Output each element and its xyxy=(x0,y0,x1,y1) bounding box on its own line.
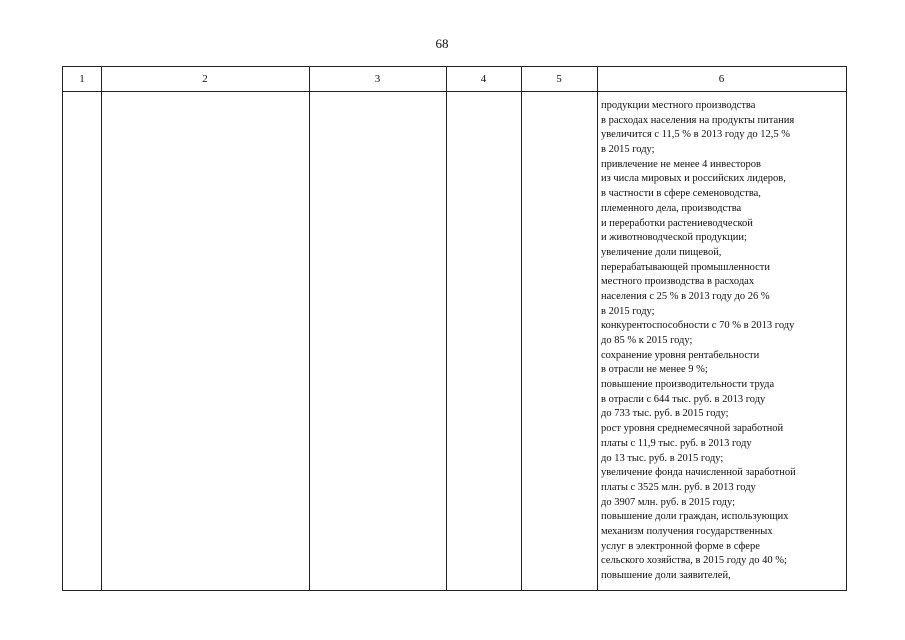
cell-text-line: племенного дела, производства xyxy=(601,202,742,214)
column-6-cell-text xyxy=(601,99,846,584)
cell-text-line: в расходах населения на продукты питания xyxy=(601,114,795,126)
cell-text-line: платы с 11,9 тыс. руб. в 2013 году xyxy=(601,437,752,449)
cell-text-line: в 2015 году; xyxy=(601,144,655,156)
cell-text-line: увеличение доли пищевой, xyxy=(601,246,722,258)
cell-text-line: повышение доли граждан, использующих xyxy=(601,511,789,523)
cell-text-line: перерабатывающей промышленности xyxy=(601,261,771,273)
cell-text-line: в частности в сфере семеноводства, xyxy=(601,188,761,200)
cell-text-line: до 3907 млн. руб. в 2015 году; xyxy=(601,496,735,508)
cell-text-line: в отрасли с 644 тыс. руб. в 2013 году xyxy=(601,393,766,405)
cell-text-line: до 733 тыс. руб. в 2015 году; xyxy=(601,408,729,420)
cell-text-line: механизм получения государственных xyxy=(601,525,773,537)
column-divider xyxy=(101,67,102,590)
cell-text-line: повышение производительности труда xyxy=(601,379,775,391)
cell-text-line: конкурентоспособности с 70 % в 2013 году xyxy=(601,320,795,332)
column-divider xyxy=(309,67,310,590)
column-header-3: 3 xyxy=(374,73,381,85)
column-header-1: 1 xyxy=(79,73,85,85)
page-number: 68 xyxy=(435,36,449,51)
column-header-5: 5 xyxy=(556,73,562,85)
column-header-4: 4 xyxy=(480,73,487,85)
cell-text-line: в 2015 году; xyxy=(601,305,655,317)
cell-text-line: сельского хозяйства, в 2015 году до 40 %; xyxy=(601,555,787,567)
table-header-row xyxy=(63,67,846,92)
column-header-2: 2 xyxy=(202,73,208,85)
cell-text-line: и переработки растениеводческой xyxy=(601,217,753,229)
column-divider xyxy=(597,67,598,590)
cell-text-line: рост уровня среднемесячной заработной xyxy=(601,423,784,435)
cell-text-line: услуг в электронной форме в сфере xyxy=(601,540,760,552)
column-divider xyxy=(446,67,447,590)
column-header-6: 6 xyxy=(718,73,725,85)
column-divider xyxy=(521,67,522,590)
cell-text-line: платы с 3525 млн. руб. в 2013 году xyxy=(601,481,756,493)
cell-text-line: сохранение уровня рентабельности xyxy=(601,349,760,361)
cell-text-line: местного производства в расходах xyxy=(601,276,755,288)
cell-text-line: до 85 % к 2015 году; xyxy=(601,335,693,346)
cell-text-line: увеличится с 11,5 % в 2013 году до 12,5 % xyxy=(601,129,791,141)
cell-text-line: из числа мировых и российских лидеров, xyxy=(601,173,786,185)
cell-text-line: увеличение фонда начисленной заработной xyxy=(601,467,796,479)
cell-text-line: и животноводческой продукции; xyxy=(601,232,747,244)
document-table xyxy=(62,66,847,591)
cell-text-line: населения с 25 % в 2013 году до 26 % xyxy=(601,290,770,302)
cell-text-line: повышение доли заявителей, xyxy=(601,570,731,581)
cell-text-line: в отрасли не менее 9 %; xyxy=(601,364,708,376)
cell-text-line: продукции местного производства xyxy=(601,100,756,111)
cell-text-line: привлечение не менее 4 инвесторов xyxy=(601,158,761,170)
cell-text-line: до 13 тыс. руб. в 2015 году; xyxy=(601,452,724,464)
